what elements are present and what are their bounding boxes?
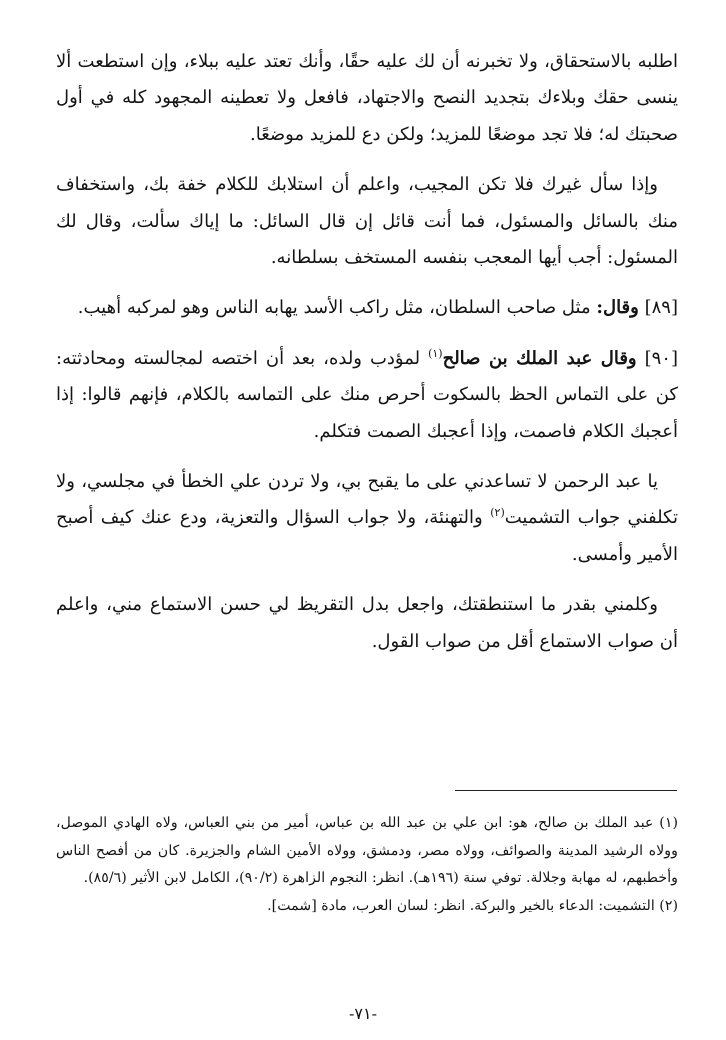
paragraph-3	[56, 464, 678, 573]
paragraph-3-after: والتهنئة، ولا جواب السؤال والتعزية، ودع عنك كيف أصبح الأمير وأمسى.	[56, 507, 678, 565]
saying-text: مثل صاحب السلطان، مثل راكب الأسد يهابه الناس وهو لمركبه أهيب.	[77, 297, 591, 319]
footnote-ref-2: (٢)	[490, 506, 505, 520]
saying-90	[56, 341, 678, 450]
paragraph-4: وكلمني بقدر ما استنطقتك، واجعل بدل التقريظ لي حسن الاستماع مني، واعلم أن صواب الاستماع أقل من صواب القول.	[56, 594, 678, 652]
paragraph-2: وإذا سأل غيرك فلا تكن المجيب، واعلم أن استلابك للكلام خفة بك، واستخفاف منك بالسائل والمسئول، فما أنت قائل إن قال السائل: ما إياك سألت، وقال لك المسئول: أجب أيها المعجب بنفسه المستخف بسلطانه.	[56, 174, 678, 269]
saying-number: [٩٠]	[644, 347, 678, 369]
saying-89	[56, 290, 678, 326]
footnote-ref-1: (١)	[428, 346, 443, 360]
saying-text: لمؤدب ولده، بعد أن اختصه لمجالسته ومحادثته: كن على التماس الحظ بالسكوت أحرص منك على التماسه بالكلام، فإنهم قالوا: إذا أعجبك الكلام فاصمت، وإذا أعجبك الصمت فتكلم.	[56, 347, 678, 442]
saying-number: [٨٩]	[644, 297, 678, 319]
footnote-1: (١) عبد الملك بن صالح، هو: ابن علي بن عبد الله بن عباس، أمير من بني العباس، ولاه الهادي الموصل، وولاه الرشيد المدينة والصوائف، وولاه مصر، ودمشق، وولاه الأمين الشام والجزيرة. كان من أفصح الناس وأخطبهم، له مهابة وجلالة. توفي سنة (١٩٦هـ). انظر: النجوم الزاهرة (٩٠/٢)، الكامل لابن الأثير (٨٥/٦).	[56, 815, 678, 886]
saying-speaker: وقال عبد الملك بن صالح	[442, 347, 637, 369]
main-text	[56, 44, 678, 674]
paragraph-1: اطلبه بالاستحقاق، ولا تخبرنه أن لك عليه حقًا، وأنك تعتد عليه ببلاء، وإن استطعت ألا ينسى حقك وبلاءك بتجديد النصح والاجتهاد، فافعل ولا تعطينه المجهود كله في أول صحبتك له؛ فلا تجد موضعًا للمزيد؛ ولكن دع للمزيد موضعًا.	[56, 51, 678, 145]
page-number: -٧١-	[349, 1004, 377, 1023]
footnote-separator	[455, 790, 677, 791]
saying-speaker: وقال:	[596, 297, 639, 319]
paragraph-3-before: يا عبد الرحمن لا تساعدني على ما يقبح بي، ولا تردن علي الخطأ في مجلسي، ولا تكلفني جواب التشميت	[56, 471, 678, 529]
footnote-2: (٢) التشميت: الدعاء بالخير والبركة. انظر: لسان العرب، مادة [شمت].	[267, 897, 678, 914]
footnotes	[56, 810, 678, 920]
